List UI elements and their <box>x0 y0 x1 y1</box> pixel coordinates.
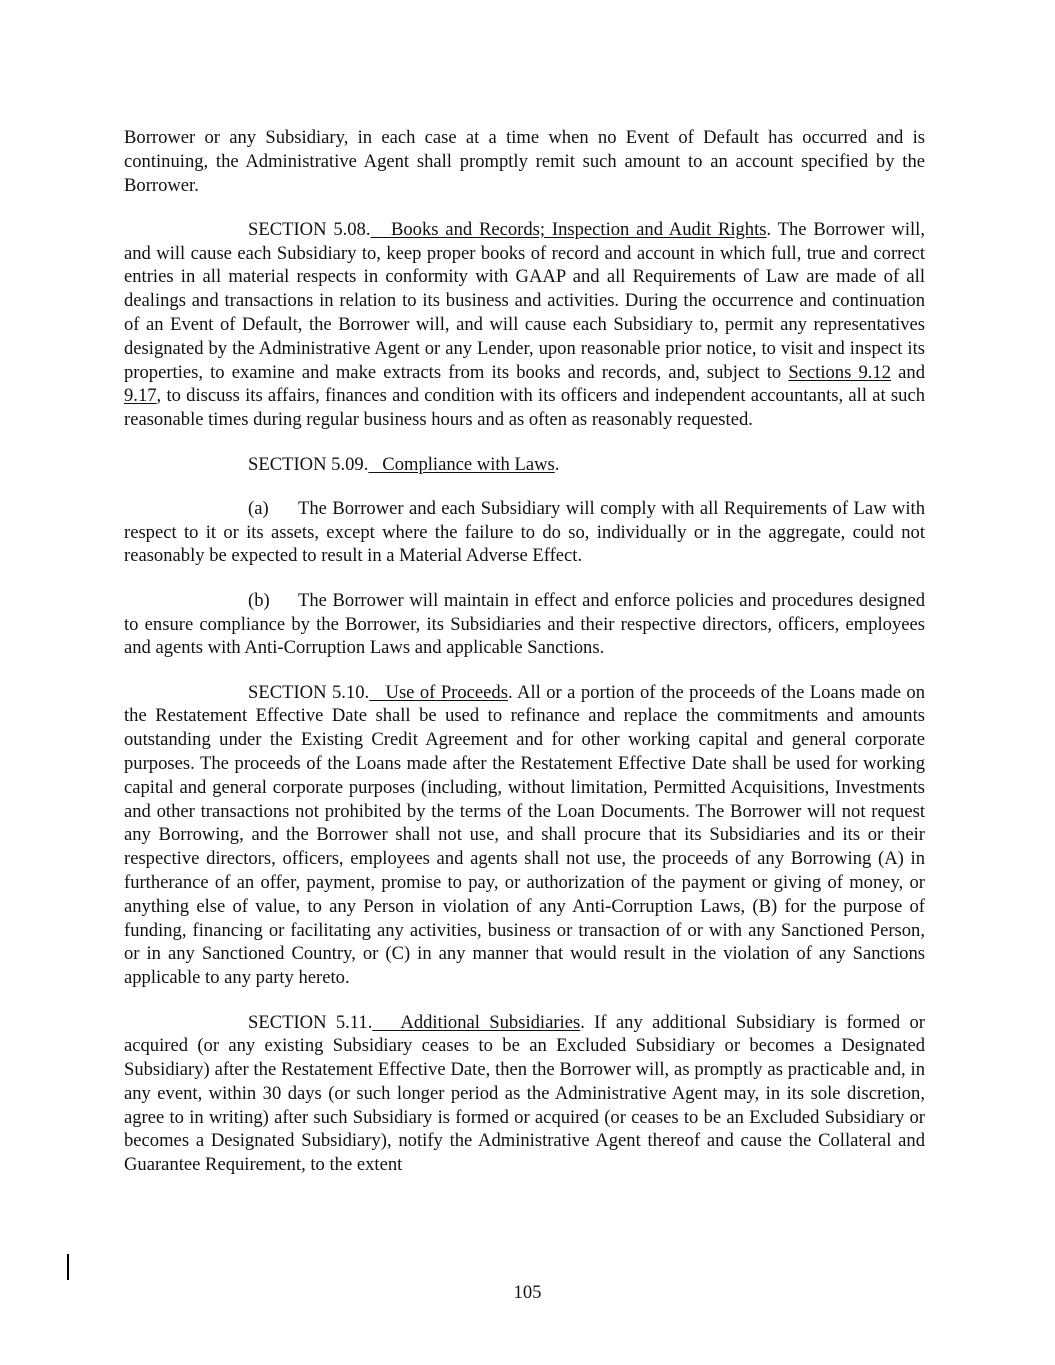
section-5-09-heading <box>124 453 925 477</box>
section-5-10-number: SECTION 5.10. <box>248 681 370 703</box>
document-page <box>124 126 925 1198</box>
section-5-11-text: . If any additional Subsidiary is formed or acquired (or any existing Subsidiary ceases to be an Excluded Subsidiary or becomes a Designated Subsidiary) after the Restatement Effective Date, then the Borrower will, as promptly as practicable and, in any event, within 30 days (or such longer period as the Administrative Agent may, in its sole discretion, agree to in writing) after such Subsidiary is formed or acquired (or ceases to be an Excluded Subsidiary or becomes a Designated Subsidiary), notify the Administrative Agent thereof and cause the Collateral and Guarantee Requirement, to the extent <box>124 1011 925 1176</box>
section-5-10-title: Use of Proceeds <box>385 681 508 703</box>
section-5-11 <box>124 1011 925 1178</box>
clause-b-text: The Borrower will maintain in effect and enforce policies and procedures designed to ensure compliance by the Borrower, its Subsidiaries and their respective directors, officers, employees and agents with Anti-Corruption Laws and applicable Sanctions. <box>124 589 925 659</box>
clause-a-text: The Borrower and each Subsidiary will comply with all Requirements of Law with respect to it or its assets, except where the failure to do so, individually or in the aggregate, could not reasonably be expected to result in a Material Adverse Effect. <box>124 497 925 567</box>
section-5-08-text-1: . The Borrower will, and will cause each Subsidiary to, keep proper books of record and account in which full, true and correct entries in all material respects in conformity with GAAP and all Requirements of Law are made of all dealings and transactions in relation to its business and activities. During the occurrence and continuation of an Event of Default, the Borrower will, and will cause each Subsidiary to, permit any representatives designated by the Administrative Agent or any Lender, upon reasonable prior notice, to visit and inspect its properties, to examine and make extracts from its books and records, and, subject to <box>124 218 926 383</box>
section-5-08-title: Books and Records; Inspection and Audit Rights <box>390 218 767 240</box>
section-ref-9-17: 9.17 <box>124 385 157 407</box>
clause-b-label: (b) <box>248 589 270 611</box>
section-5-09-title: Compliance with Laws <box>382 453 555 475</box>
revision-change-bar <box>67 1254 69 1280</box>
section-5-11-number: SECTION 5.11. <box>248 1011 373 1033</box>
section-5-10-text: . All or a portion of the proceeds of the Loans made on the Restatement Effective Date shall be used to refinance and replace the commitments and amounts outstanding under the Existing Credit Agreement and for other working capital and general corporate purposes. The proceeds of the Loans made after the Restatement Effective Date shall be used for working capital and general corporate purposes (including, without limitation, Permitted Acquisitions, Investments and other transactions not prohibited by the terms of the Loan Documents. The Borrower will not request any Borrowing, and the Borrower shall not use, and shall procure that its Subsidiaries and its or their respective directors, officers, employees and agents shall not use, the proceeds of any Borrowing (A) in furtherance of an offer, payment, promise to pay, or authorization of the payment or giving of money, or anything else of value, to any Person in violation of any Anti-Corruption Laws, (B) for the purpose of funding, financing or facilitating any activities, business or transaction of or with any Sanctioned Person, or in any Sanctioned Country, or (C) in any manner that would result in the violation of any Sanctions applicable to any party hereto. <box>124 681 925 989</box>
section-5-08 <box>124 218 925 432</box>
section-5-09-clause-a <box>124 497 925 568</box>
section-5-09-number: SECTION 5.09. <box>248 453 369 475</box>
section-5-10 <box>124 681 925 990</box>
section-5-11-title: Additional Subsidiaries <box>400 1011 581 1033</box>
section-5-08-text-3: , to discuss its affairs, finances and condition with its officers and independent accountants, all at such reasonable times during regular business hours and as often as reasonably requested. <box>124 385 925 431</box>
section-5-09-title-end: . <box>554 453 560 475</box>
section-5-09-clause-b <box>124 589 925 660</box>
section-ref-9-12: Sections 9.12 <box>788 361 892 383</box>
section-5-08-text-2: and <box>891 361 926 383</box>
continued-paragraph <box>124 126 925 197</box>
section-5-08-number: SECTION 5.08. <box>248 218 371 240</box>
continued-paragraph-text: Borrower or any Subsidiary, in each case at a time when no Event of Default has occurred and is continuing, the Administrative Agent shall promptly remit such amount to an account specified by the Borrower. <box>124 127 925 196</box>
page-number: 105 <box>513 1282 542 1303</box>
clause-a-label: (a) <box>248 497 269 519</box>
